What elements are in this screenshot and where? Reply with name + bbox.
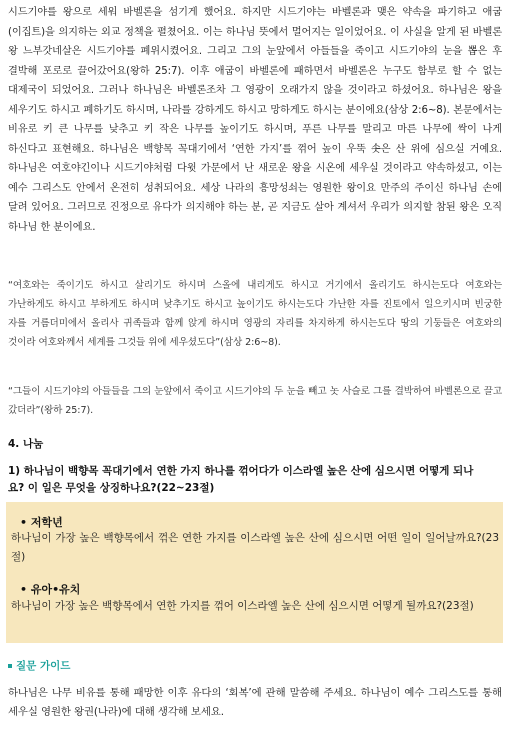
grade-level-box	[6, 502, 503, 643]
level-label-preschool: • 유아•유치	[20, 583, 81, 596]
quote-samuel: “여호와는 죽이기도 하시고 살리기도 하시며 스올에 내리게도 하시고 거기에서 올리기도 하시는도다 여호와는 가난하게도 하시고 부하게도 하시며 낮추기도 하시고 높이기도 하시는도다 가난한 자를 진토에서 일으키시며 빈궁한 자를 거름더미에서 올리사 귀족들과 함께 앉게 하시며 영광의 자리를 차지하게 하시는도다 땅의 기둥들은 여호와의 것이라 여호와께서 세계를 그것들 위에 세우셨도다”(삼상 2:6~8).	[8, 280, 502, 348]
section-heading: 4. 나눔	[8, 438, 44, 450]
level-question-preschool: 하나님이 가장 높은 백향목에서 연한 가지를 꺾어 이스라엘 높은 산에 심으시면 어떻게 될까요?(23절)	[11, 600, 474, 612]
question-title: 1) 하나님이 백향목 꼭대기에서 연한 가지 하나를 꺾어다가 이스라엘 높은 산에 심으시면 어떻게 되나요? 이 일은 무엇을 상징하나요?(22~23절)	[8, 465, 474, 494]
level-label-lower-grade: • 저학년	[20, 516, 63, 529]
intro-paragraph: 시드기야를 왕으로 세워 바벨론을 섬기게 했어요. 하지만 시드기야는 바벨론과 맺은 약속을 파기하고 애굽(이집트)을 의지하는 외교 정책을 펼쳤어요. 이는 하나님 뜻에서 멀어지는 일이었어요. 이 사실을 알게 된 바벨론 왕 느부갓네살은 시드기야를 폐위시켰어요. 그리고 그의 눈앞에서 아들들을 죽이고 시드기야의 눈을 뽑은 후 결박해 포로로 끌어갔어요(왕하 25:7). 이후 애굽이 바벨론에 패하면서 바벨론은 누구도 함부로 할 수 없는 대제국이 되었어요. 그러나 하나님은 바벨론조차 그 영광이 오래가지 않을 것이라고 하셨어요. 하나님은 왕을 세우기도 하시고 폐하기도 하시며, 나라를 강하게도 하시고 망하게도 하시는 분이에요(삼상 2:6~8). 본문에서는 비유로 키 큰 나무를 낮추고 키 작은 나무를 높이기도 하시며, 푸른 나무를 말리고 마른 나무에 싹이 나게 하신다고 표현해요. 하나님은 백향목 꼭대기에서 ‘연한 가지’를 꺾어 높이 우뚝 솟은 산 위에 심으실 거예요. 하나님은 여호야긴이나 시드기야처럼 다윗 가문에서 난 새로운 왕을 시온에 세우실 것이라고 약속하셨고, 이는 예수 그리스도 안에서 온전히 성취되어요. 세상 나라의 흥망성쇠는 영원한 왕이요 만주의 주이신 하나님 손에 달려 있어요. 그러므로 진정으로 유다가 의지해야 하는 분, 곧 지금도 살아 계셔서 우리가 의지할 참된 왕은 오직 하나님 한 분이에요.	[8, 7, 502, 233]
square-bullet-icon	[8, 664, 12, 668]
quote-kings: “그들이 시드기야의 아들들을 그의 눈앞에서 죽이고 시드기야의 두 눈을 빼고 놋 사슬로 그를 결박하여 바벨론으로 끌고 갔더라”(왕하 25:7).	[8, 386, 502, 416]
level-question-lower-grade: 하나님이 가장 높은 백향목에서 꺾은 연한 가지를 이스라엘 높은 산에 심으시면 어떤 일이 일어날까요?(23절)	[11, 532, 499, 563]
guide-text: 하나님은 나무 비유를 통해 패망한 이후 유다의 ‘회복’에 관해 말씀해 주세요. 하나님이 예수 그리스도를 통해 세우실 영원한 왕권(나라)에 대해 생각해 보세요.	[8, 687, 502, 718]
guide-heading	[8, 658, 70, 673]
guide-title: 질문 가이드	[16, 660, 71, 672]
